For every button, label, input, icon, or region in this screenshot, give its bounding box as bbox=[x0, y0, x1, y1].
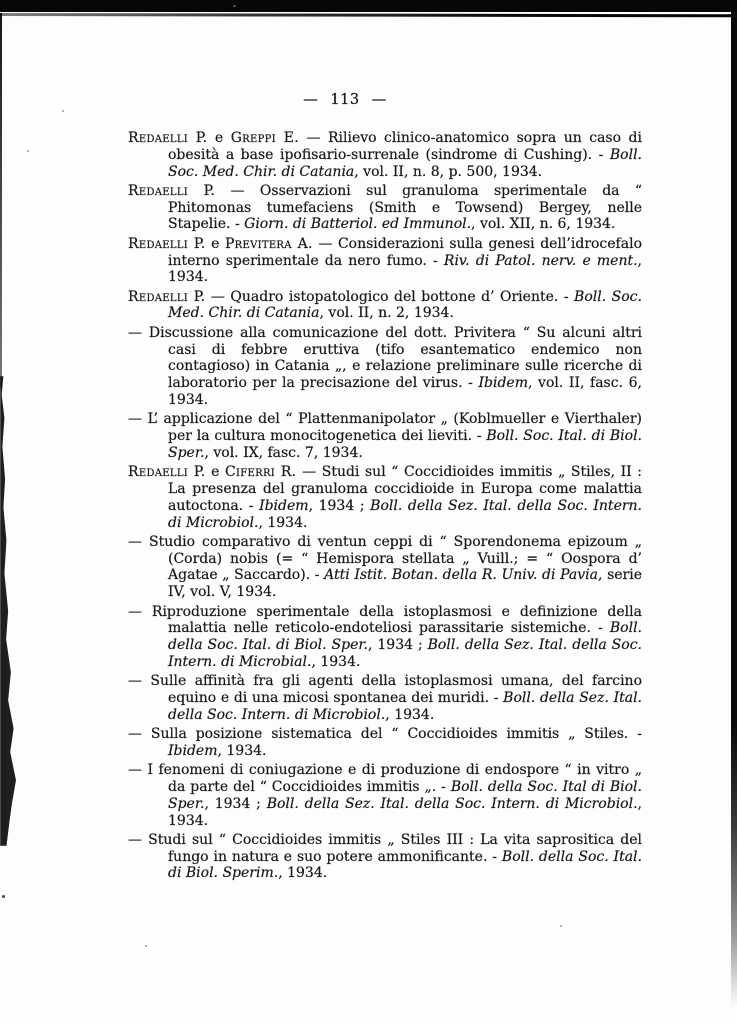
entry-text: , 1934 ; bbox=[308, 497, 371, 514]
bibliography-entry bbox=[128, 832, 642, 882]
page-left-edge-line bbox=[0, 13, 2, 388]
entry-text: — Studi sul “ Coccidioides immitis „ Stiles III : La vita saprositica del fungo in natura e suo potere ammonificante. - bbox=[128, 831, 642, 865]
author-name: Redaelli P. bbox=[128, 130, 208, 146]
bibliography-entry bbox=[128, 762, 642, 829]
bibliography-entry bbox=[128, 673, 642, 723]
page-top-edge-line bbox=[0, 13, 735, 17]
author-name: Greppi E. bbox=[230, 130, 299, 146]
bibliography-entry bbox=[128, 464, 642, 531]
entry-text: , vol. II, fasc. 6, 1934. bbox=[168, 375, 642, 408]
entry-text: e bbox=[207, 130, 231, 146]
journal-title: Boll. Soc. Ital. di Biol. Sper. bbox=[168, 428, 642, 461]
bibliography-entry bbox=[128, 130, 642, 180]
bibliography-entry bbox=[128, 289, 642, 323]
entry-text: — Sulle affinità fra gli agenti della istoplasmosi umana, del farcino equino e di una micosi spontanea dei muridi. - bbox=[128, 673, 642, 706]
entry-text: — Studi sul “ Coccidioides immitis „ Stiles, II : La presenza del granuloma coccidioide in Europa come malattia autoctona. - bbox=[168, 464, 642, 514]
scan-speck bbox=[27, 150, 29, 152]
scan-background-top bbox=[0, 0, 737, 12]
author-name: Redaelli P. bbox=[128, 288, 206, 305]
bibliography-entry bbox=[128, 604, 642, 671]
entry-text: — Quadro istopatologico del bottone d’ Oriente. - bbox=[205, 288, 575, 305]
scan-background-right bbox=[731, 12, 737, 1007]
entry-text: — Riproduzione sperimentale della istoplasmosi e definizione della malattia nelle reticolo-endoteliosi parassitarie sistemiche. - bbox=[128, 603, 642, 637]
entry-text: , vol. II, n. 2, 1934. bbox=[319, 305, 454, 322]
entry-text: , 1934. bbox=[311, 653, 361, 670]
entry-text: e bbox=[205, 464, 226, 481]
journal-title: Ibidem bbox=[168, 742, 218, 759]
entry-text: , 1934 ; bbox=[368, 637, 428, 654]
entry-text: , serie IV, vol. V, 1934. bbox=[168, 567, 643, 601]
entry-text: , vol. II, n. 8, p. 500, 1934. bbox=[354, 163, 543, 180]
bibliography-entry bbox=[128, 411, 642, 461]
bibliography-entry bbox=[128, 325, 642, 409]
scan-speck bbox=[560, 925, 562, 927]
entry-text: — Considerazioni sulla genesi dell’idrocefalo interno sperimentale da nero fumo. - bbox=[168, 235, 642, 269]
entry-text: , 1934 ; bbox=[204, 795, 267, 812]
journal-title: Ibidem bbox=[259, 497, 309, 514]
journal-title: Riv. di Patol. nerv. e ment. bbox=[443, 252, 638, 269]
entry-text: , vol. IX, fasc. 7, 1934. bbox=[204, 444, 363, 461]
scan-speck bbox=[145, 945, 147, 947]
entry-text: , 1934. bbox=[385, 706, 435, 723]
entry-text: , 1934. bbox=[278, 865, 328, 882]
scan-speck bbox=[233, 5, 236, 7]
journal-title: Atti Istit. Botan. della R. Univ. di Pavia bbox=[324, 567, 598, 584]
journal-title: Boll. della Soc. Ital. di Biol. Sper. bbox=[168, 620, 642, 654]
author-name: Redaelli P. bbox=[128, 235, 206, 252]
entry-text: , 1934. bbox=[168, 252, 642, 286]
entry-text: — Discussione alla comunicazione del dott. Privitera “ Su alcuni altri casi di febbre eruttiva (tifo esantematico endemico non contagioso) in Catania „, e relazione preliminare sulle ricerche di laboratorio per la precisazione del virus. - bbox=[128, 324, 642, 392]
scan-speck bbox=[2, 895, 5, 898]
journal-title: Boll. della Sez. Ital. della Soc. Intern. di Microbiol. bbox=[168, 497, 643, 531]
entry-text: — Rilievo clinico-anatomico sopra un caso di obesità a base ipofisario-surrenale (sindrome di Cushing). - bbox=[168, 130, 642, 163]
entry-text: , 1934. bbox=[258, 514, 308, 531]
entry-text: e bbox=[205, 235, 225, 252]
journal-title: Boll. della Soc. Ital. di Biol. Sperim. bbox=[168, 848, 642, 882]
bibliography-entry bbox=[128, 534, 642, 601]
bibliography-entry bbox=[128, 183, 642, 233]
entry-text: , 1934. bbox=[168, 795, 642, 829]
scan-speck bbox=[62, 110, 64, 112]
journal-title: Boll. Soc. Med. Chir. di Catania bbox=[168, 146, 642, 180]
author-name: Previtera A. bbox=[224, 235, 313, 252]
author-name: Ciferri R. bbox=[225, 464, 297, 481]
journal-title: Ibidem bbox=[478, 375, 528, 392]
bibliography-entry bbox=[128, 236, 642, 286]
entry-text: , 1934. bbox=[217, 742, 267, 759]
entry-text: — I fenomeni di coniugazione e di produzione di endospore “ in vitro „ da parte del “ Coccidioides immitis „. - bbox=[128, 762, 642, 795]
author-name: Redaelli P. bbox=[128, 464, 206, 481]
entry-text: — Sulla posizione sistematica del “ Coccidioides immitis „ Stiles. - bbox=[128, 726, 642, 743]
journal-title: Boll. della Sez. Ital. della Soc. Intern. di Microbiol. bbox=[168, 690, 643, 723]
binding-shadow-artifact bbox=[0, 376, 17, 846]
entry-text: — L’ applicazione del “ Plattenmanipolator „ (Koblmueller e Vierthaler) per la cultura monocitogenetica dei lieviti. - bbox=[128, 411, 642, 445]
page-number: — 113 — bbox=[303, 92, 387, 108]
journal-title: Boll. della Sez. Ital. della Soc. Intern. di Microbial. bbox=[168, 637, 642, 670]
journal-title: Boll. della Soc. Ital di Biol. Sper. bbox=[168, 778, 642, 812]
author-name: Redaelli P. bbox=[128, 182, 216, 199]
journal-title: Boll. della Sez. Ital. della Soc. Intern. di Microbiol. bbox=[266, 795, 638, 812]
journal-title: Boll. Soc. Med. Chir. di Catania bbox=[168, 288, 642, 322]
bibliography-entry bbox=[128, 726, 642, 760]
journal-title: Giorn. di Batteriol. ed Immunol. bbox=[244, 216, 472, 233]
bibliography-list bbox=[128, 130, 642, 885]
entry-text: — Osservazioni sul granuloma sperimentale da “ Phitomonas tumefaciens (Smith e Towsend) Bergey, nelle Stapelie. - bbox=[168, 182, 642, 233]
entry-text: — Studio comparativo di ventun ceppi di “ Sporendonema epizoum „ (Corda) nobis (= “ Hemispora stellata „ Vuill.; = “ Oospora d’ Agatae „ Saccardo). - bbox=[128, 533, 642, 584]
entry-text: , vol. XII, n. 6, 1934. bbox=[471, 216, 616, 233]
